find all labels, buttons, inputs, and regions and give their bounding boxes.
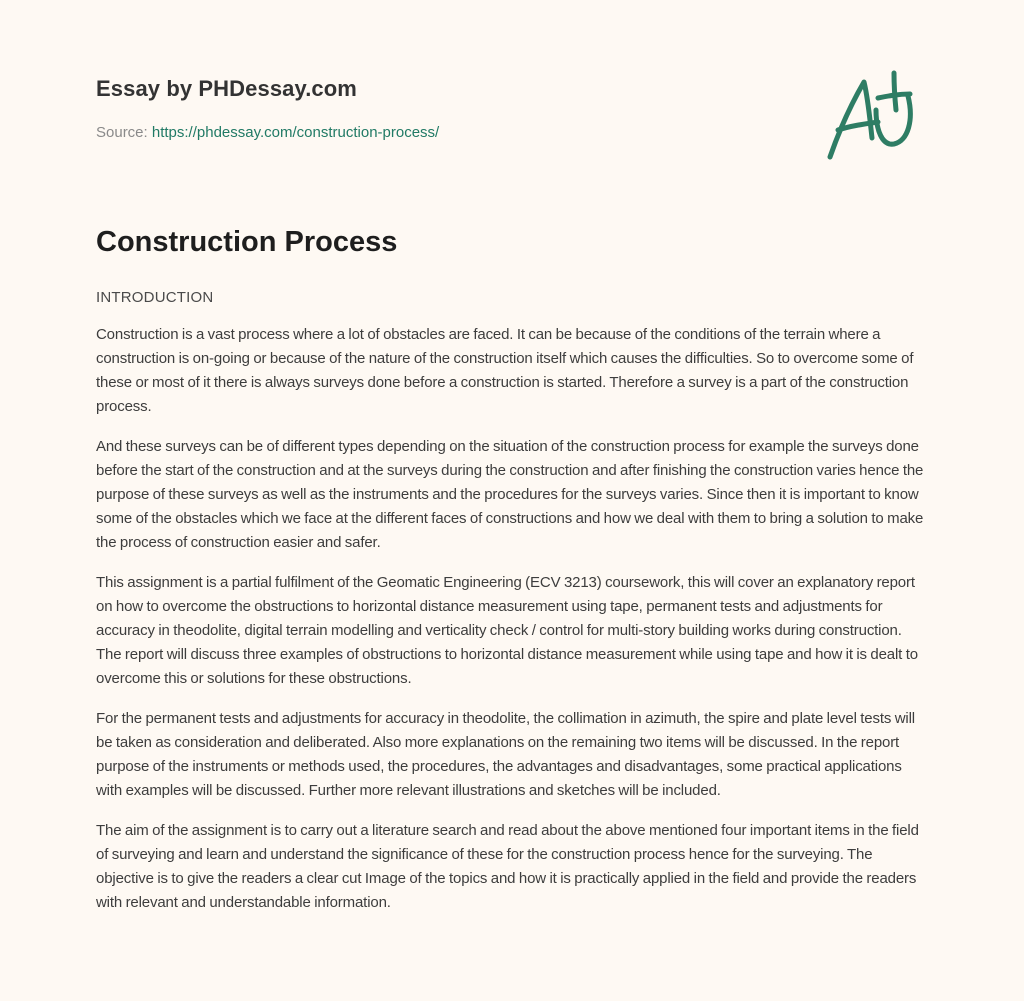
section-heading: INTRODUCTION: [96, 289, 214, 306]
paragraph: This assignment is a partial fulfilment of the Geomatic Engineering (ECV 3213) coursework, this will cover an explanatory report on how to overcome the obstructions to horizontal distance measurement using tape, permanent tests and adjustments for accuracy in theodolite, digital terrain modelling and verticality check / control for multi-story building works during construction. The report will discuss three examples of obstructions to horizontal distance measurement while using tape and how it is dealt to overcome this or solutions for these obstructions.: [96, 574, 918, 687]
essay-body: [96, 286, 928, 931]
essay-title: Construction Process: [96, 226, 398, 258]
paragraph: Construction is a vast process where a lot of obstacles are faced. It can be because of the conditions of the terrain where a construction is on-going or because of the nature of the construction itself which causes the difficulties. So to overcome some of these or most of it there is always surveys done before a construction is started. Therefore a survey is a part of the construction process.: [96, 326, 914, 415]
a-plus-grade-icon: [824, 68, 928, 164]
source-label: Source:: [96, 124, 148, 141]
source-link[interactable]: https://phdessay.com/construction-process/: [151, 124, 440, 141]
paragraph: The aim of the assignment is to carry out a literature search and read about the above mentioned four important items in the field of surveying and learn and understand the significance of these for the construction process hence for the surveying. The objective is to give the readers a clear cut Image of the topics and how it is practically applied in the field and provide the readers with relevant and understandable information.: [96, 822, 919, 911]
paragraph: And these surveys can be of different types depending on the situation of the construction process for example the surveys done before the start of the construction and at the surveys during the construction and after finishing the construction varies hence the purpose of these surveys as well as the instruments and the procedures for the surveys varies. Since then it is important to know some of the obstacles which we face at the different faces of constructions and how we deal with them to bring a solution to make the process of construction easier and safer.: [96, 438, 924, 551]
brand-title: Essay by PHDessay.com: [96, 76, 357, 101]
source-line: [96, 124, 439, 141]
paragraph: For the permanent tests and adjustments for accuracy in theodolite, the collimation in azimuth, the spire and plate level tests will be taken as consideration and deliberated. Also more explanations on the remaining two items will be discussed. In the report purpose of the instruments or methods used, the procedures, the advantages and disadvantages, some practical applications with examples will be discussed. Further more relevant illustrations and sketches will be included.: [96, 710, 915, 799]
